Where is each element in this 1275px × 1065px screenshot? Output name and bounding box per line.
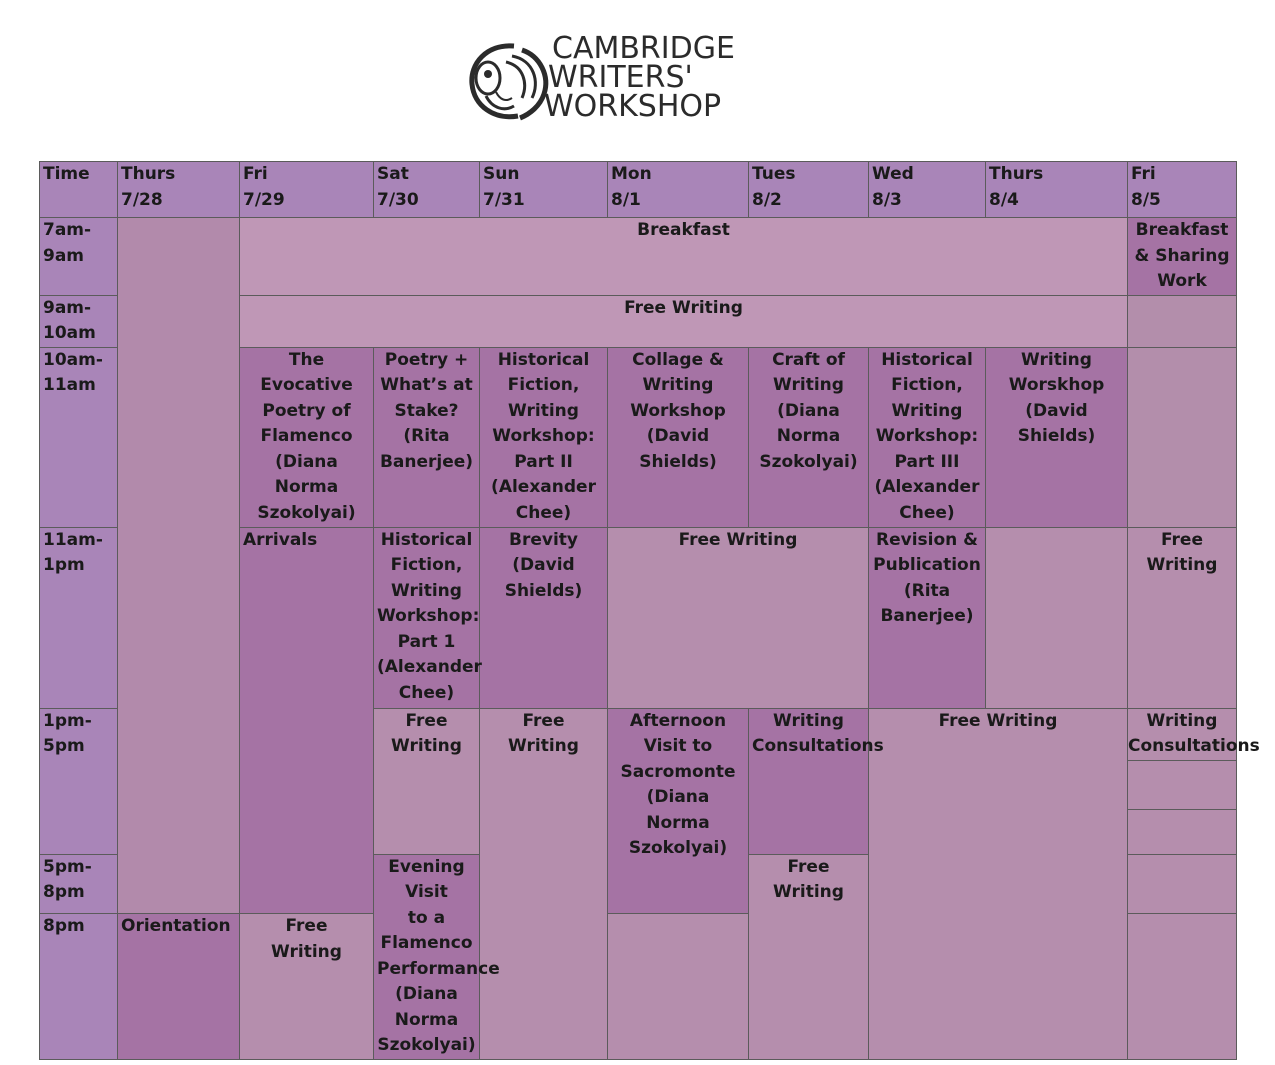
time-1pm-5pm — [40, 708, 118, 854]
header-day-tues-82 — [749, 162, 869, 218]
event-label: The Evocative Poetry of Flamenco (Diana Norma Szokolyai) — [257, 349, 356, 523]
event-brevity — [480, 527, 608, 708]
thurs-84-4pm-empty — [1128, 810, 1236, 854]
event-free-writing-sun-mon-11am — [608, 527, 869, 708]
thurs-728-morning-empty — [118, 218, 240, 914]
time-10am-11am — [40, 347, 118, 527]
time-11am-1pm — [40, 527, 118, 708]
day-name: Fri — [243, 164, 268, 184]
logo-line-1: CAMBRIDGE — [552, 31, 735, 66]
event-label: Collage & Writing Workshop (David Shields) — [630, 349, 726, 472]
header-day-thurs-84 — [986, 162, 1128, 218]
logo-line-2: WRITERS' — [548, 60, 693, 95]
event-label: Poetry + What’s at Stake? (Rita Banerjee) — [379, 349, 474, 472]
fri-85-10am-empty — [1128, 347, 1237, 527]
day-date: 8/4 — [989, 189, 1019, 210]
event-label: Breakfast & Sharing Work — [1134, 220, 1230, 291]
event-evocative-poetry-of-flamenco — [240, 347, 374, 527]
day-name: Sat — [377, 164, 409, 184]
event-label: Evening Visit to a Flamenco Performance (Diana Norma Szokolyai) — [377, 856, 500, 1055]
event-label: Breakfast — [637, 220, 730, 240]
day-name: Thurs — [121, 164, 176, 184]
event-revision-publication — [869, 527, 986, 708]
header-time — [40, 162, 118, 218]
time-7am-9am — [40, 218, 118, 296]
event-afternoon-visit-sacromonte — [608, 708, 749, 914]
time-label: 8pm — [43, 916, 85, 937]
day-date: 8/2 — [752, 189, 782, 210]
event-label: Afternoon Visit to Sacromonte (Diana Norma Szokolyai) — [620, 710, 736, 858]
event-writing-consultations-thurs — [1128, 709, 1260, 761]
day-date: 8/1 — [611, 189, 641, 210]
event-collage-writing-workshop — [608, 347, 749, 527]
event-orientation — [118, 914, 240, 1059]
event-free-writing-thurs-84-11am — [1128, 527, 1237, 708]
thurs-84-3pm-empty — [1128, 761, 1236, 810]
event-free-writing-fri-729-1pm — [374, 708, 480, 854]
header-row — [40, 162, 1237, 218]
logo-wordmark — [544, 31, 766, 124]
day-date: 7/30 — [377, 189, 419, 210]
event-label: Orientation — [121, 916, 231, 937]
header-time-label: Time — [43, 164, 90, 184]
logo-line-3: WORKSHOP — [544, 89, 722, 124]
event-writing-workshop-shields — [986, 347, 1128, 527]
event-free-writing-mon-5pm — [749, 854, 869, 1059]
event-writing-consultations-mon — [749, 708, 884, 854]
event-label: Free Writing — [773, 856, 844, 902]
event-free-writing-9am — [240, 295, 1128, 347]
header-day-sun-731 — [480, 162, 608, 218]
thurs-84-8pm-empty — [608, 914, 749, 1059]
event-label: Free Writing — [391, 710, 462, 756]
time-8pm — [40, 914, 118, 1059]
day-name: Tues — [752, 164, 796, 184]
time-label: 9am- 10am — [43, 297, 96, 343]
time-5pm-8pm — [40, 854, 118, 914]
day-name: Thurs — [989, 164, 1044, 184]
event-label: Historical Fiction, Writing Workshop: Part II (Alexander Chee) — [491, 349, 596, 523]
day-date: 8/3 — [872, 189, 902, 210]
event-breakfast-sharing-work — [1128, 218, 1237, 296]
event-label: Craft of Writing (Diana Norma Szokolyai) — [759, 349, 858, 472]
day-date: 7/29 — [243, 189, 285, 210]
day-name: Sun — [483, 164, 520, 184]
thurs-84-5pm-empty — [1128, 854, 1237, 914]
day-name: Wed — [872, 164, 914, 184]
day-name: Mon — [611, 164, 652, 184]
time-label: 5pm- 8pm — [43, 856, 92, 902]
header-day-wed-83 — [869, 162, 986, 218]
day-date: 8/5 — [1131, 189, 1161, 210]
time-label: 10am- 11am — [43, 349, 103, 395]
event-label: Historical Fiction, Writing Workshop: Part 1 (Alexander Chee) — [377, 529, 482, 703]
header-day-fri-85 — [1128, 162, 1237, 218]
fri-85-9am-empty — [1128, 295, 1237, 347]
logo-emblem-icon — [466, 36, 552, 124]
event-label: Free Writing — [624, 297, 743, 318]
event-label: Free Writing — [508, 710, 579, 756]
event-free-writing-sat-730-1pm — [480, 708, 608, 1059]
time-label: 1pm- 5pm — [43, 710, 92, 756]
event-evening-visit-flamenco — [374, 854, 500, 1059]
day-date: 7/31 — [483, 189, 525, 210]
event-label: Revision & Publication (Rita Banerjee) — [873, 529, 981, 626]
event-label: Arrivals — [243, 529, 318, 550]
cambridge-writers-workshop-logo — [466, 31, 766, 126]
event-historical-fiction-part-ii — [480, 347, 608, 527]
row-7am — [40, 218, 1237, 296]
workshop-schedule-table — [39, 161, 1260, 1060]
event-craft-of-writing — [749, 347, 869, 527]
event-label: Writing Consultations — [752, 710, 884, 756]
event-label: Free Writing — [938, 710, 1058, 731]
wed-83-11am-empty — [986, 527, 1128, 708]
time-label: 11am- 1pm — [43, 529, 103, 575]
event-label: Free Writing — [1146, 529, 1218, 575]
event-label: Historical Fiction, Writing Workshop: Part III (Alexander Chee) — [874, 349, 980, 523]
day-name: Fri — [1131, 164, 1156, 184]
header-day-mon-81 — [608, 162, 749, 218]
header-day-thurs-728 — [118, 162, 240, 218]
time-label: 7am- 9am — [43, 220, 92, 266]
fri-85-8pm-empty — [1128, 914, 1237, 1059]
event-free-writing-tues-wed-1pm — [869, 708, 1128, 1059]
event-poetry-whats-at-stake — [374, 347, 480, 527]
event-label: Brevity (David Shields) — [504, 529, 583, 601]
event-free-writing-sun-731-8pm — [240, 914, 374, 1059]
event-label: Free Writing — [271, 916, 342, 962]
event-label: Free Writing — [678, 529, 798, 550]
time-9am-10am — [40, 295, 118, 347]
event-breakfast — [240, 218, 1128, 296]
day-date: 7/28 — [121, 189, 163, 210]
event-historical-fiction-part-1 — [374, 527, 480, 708]
header-day-fri-729 — [240, 162, 374, 218]
event-label: Writing Worskhop (David Shields) — [1008, 349, 1105, 446]
thurs-84-1pm-block — [1128, 708, 1260, 854]
event-arrivals — [240, 527, 374, 914]
event-historical-fiction-part-iii — [869, 347, 986, 527]
event-label: Writing Consultations — [1128, 710, 1260, 756]
header-day-sat-730 — [374, 162, 480, 218]
